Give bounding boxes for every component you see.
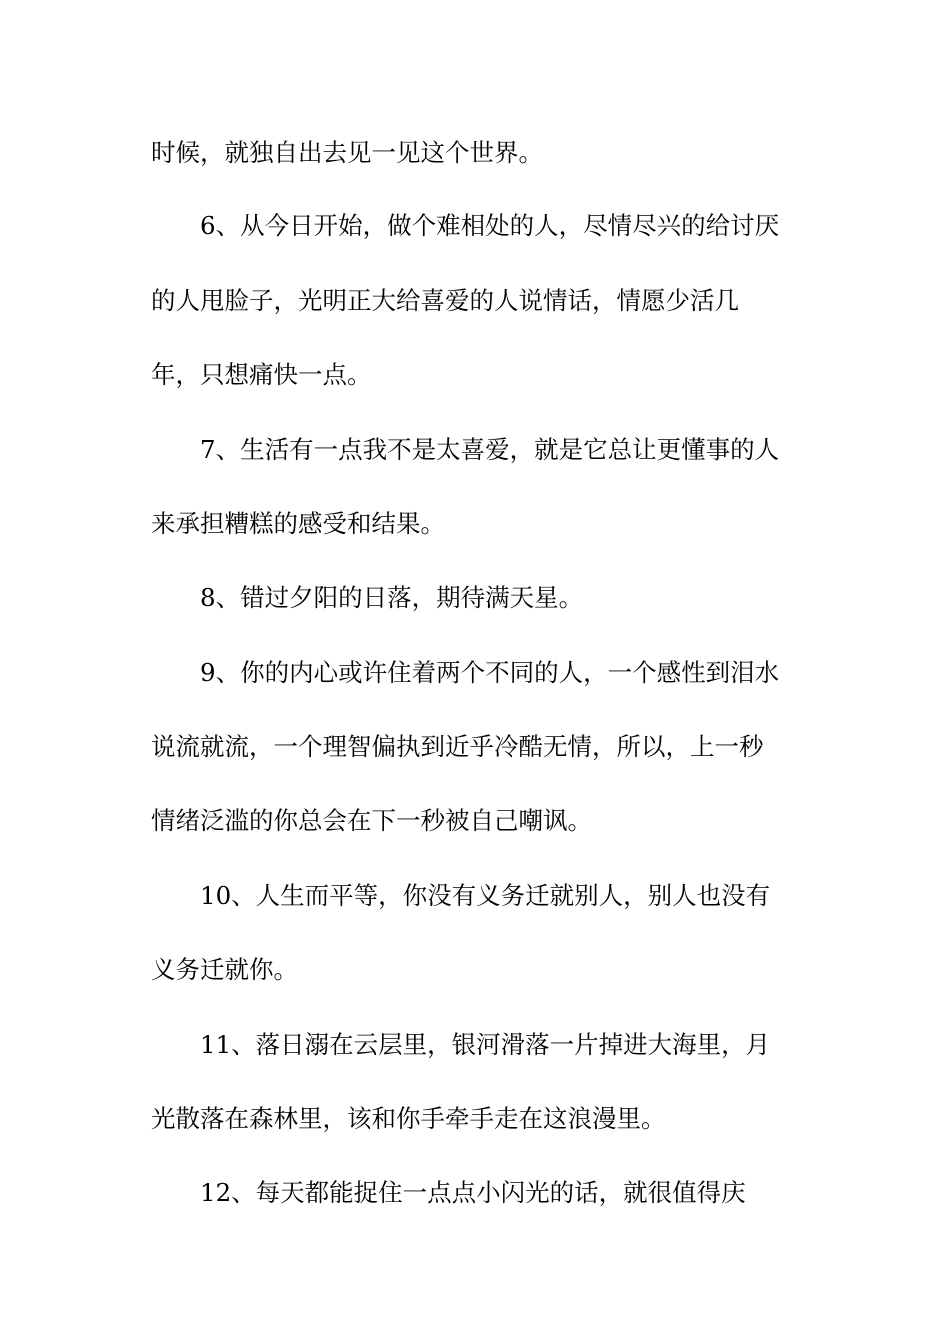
text-line: 6、从今日开始，做个难相处的人，尽情尽兴的给讨厌 bbox=[200, 211, 780, 240]
text-line: 7、生活有一点我不是太喜爱，就是它总让更懂事的人 bbox=[200, 435, 780, 464]
text-line: 年，只想痛快一点。 bbox=[151, 360, 372, 389]
text-line: 说流就流，一个理智偏执到近乎冷酷无情，所以，上一秒 bbox=[151, 732, 764, 761]
text-line: 义务迁就你。 bbox=[151, 955, 298, 984]
text-line: 8、错过夕阳的日落，期待满天星。 bbox=[200, 583, 584, 612]
text-line: 12、每天都能捉住一点点小闪光的话，就很值得庆 bbox=[200, 1178, 746, 1207]
text-line: 10、人生而平等，你没有义务迁就别人，别人也没有 bbox=[200, 881, 771, 910]
text-line: 11、落日溺在云层里，银河滑落一片掉进大海里，月 bbox=[200, 1030, 771, 1059]
text-line: 时候，就独自出去见一见这个世界。 bbox=[151, 138, 543, 167]
text-line: 的人甩脸子，光明正大给喜爱的人说情话，情愿少活几 bbox=[151, 286, 739, 315]
text-line: 9、你的内心或许住着两个不同的人，一个感性到泪水 bbox=[200, 658, 780, 687]
text-line: 来承担糟糕的感受和结果。 bbox=[151, 509, 445, 538]
text-line: 光散落在森林里，该和你手牵手走在这浪漫里。 bbox=[151, 1104, 666, 1133]
text-line: 情绪泛滥的你总会在下一秒被自己嘲讽。 bbox=[151, 806, 592, 835]
